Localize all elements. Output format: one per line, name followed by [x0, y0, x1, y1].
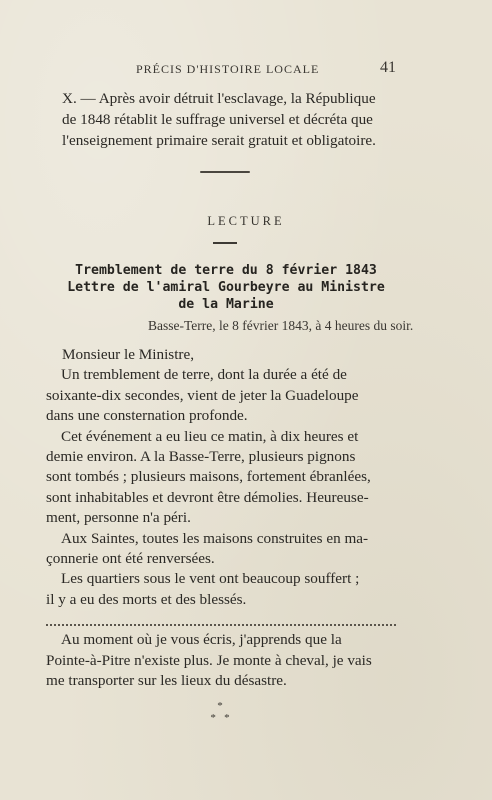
text-line: Aux Saintes, toutes les maisons construites en ma- — [61, 529, 369, 547]
text-line: çonnerie ont été renversées. — [46, 550, 215, 568]
letter-dateline: Basse-Terre, le 8 février 1843, à 4 heures du soir. — [148, 318, 414, 333]
headline-line: Lettre de l'amiral Gourbeyre au Ministre — [67, 280, 385, 295]
text-line: Cet événement a eu lieu ce matin, à dix heures et — [61, 427, 359, 445]
ellipsis-dotted-rule — [46, 612, 396, 626]
text-line: Pointe-à-Pitre n'existe plus. Je monte à cheval, je vais — [46, 651, 372, 669]
section-ornament — [200, 171, 250, 173]
text-line: l'enseignement primaire serait gratuit et obligatoire. — [62, 132, 376, 149]
text-line: soixante-dix secondes, vient de jeter la Guadeloupe — [46, 386, 359, 404]
paragraph-x — [62, 88, 402, 151]
text-line: X. — Après avoir détruit l'esclavage, la République — [62, 90, 376, 107]
headline-line: de la Marine — [178, 297, 274, 312]
asterism-top: * — [217, 700, 223, 712]
page-header — [0, 59, 492, 82]
page-number: 41 — [380, 59, 396, 76]
letter-body — [46, 345, 404, 692]
running-head: PRÉCIS D'HISTOIRE LOCALE — [136, 62, 320, 76]
section-title: LECTURE — [207, 214, 285, 228]
text-line: ment, personne n'a péri. — [46, 509, 191, 527]
text-line: de 1848 rétablit le suffrage universel et décréta que — [62, 111, 373, 128]
section-rule — [213, 242, 237, 244]
text-line: Au moment où je vous écris, j'apprends que la — [61, 631, 342, 649]
text-line: Les quartiers sous le vent ont beaucoup souffert ; — [61, 570, 360, 588]
text-line: me transporter sur les lieux du désastre. — [46, 672, 287, 690]
text-line: sont tombés ; plusieurs maisons, fortement ébranlées, — [46, 468, 371, 486]
text-line: Un tremblement de terre, dont la durée a été de — [61, 366, 347, 384]
letter-salutation: Monsieur le Ministre, — [62, 346, 195, 363]
text-line: sont inhabitables et devront être démolies. Heureuse- — [46, 488, 369, 506]
text-line: dans une consternation profonde. — [46, 407, 248, 425]
asterism-bottom: * * — [210, 712, 230, 724]
asterism — [0, 700, 440, 724]
text-line: demie environ. A la Basse-Terre, plusieurs pignons — [46, 448, 356, 466]
text-line: il y a eu des morts et des blessés. — [46, 590, 247, 608]
headline-line: Tremblement de terre du 8 février 1843 — [75, 263, 377, 278]
reading-headline — [0, 262, 452, 313]
